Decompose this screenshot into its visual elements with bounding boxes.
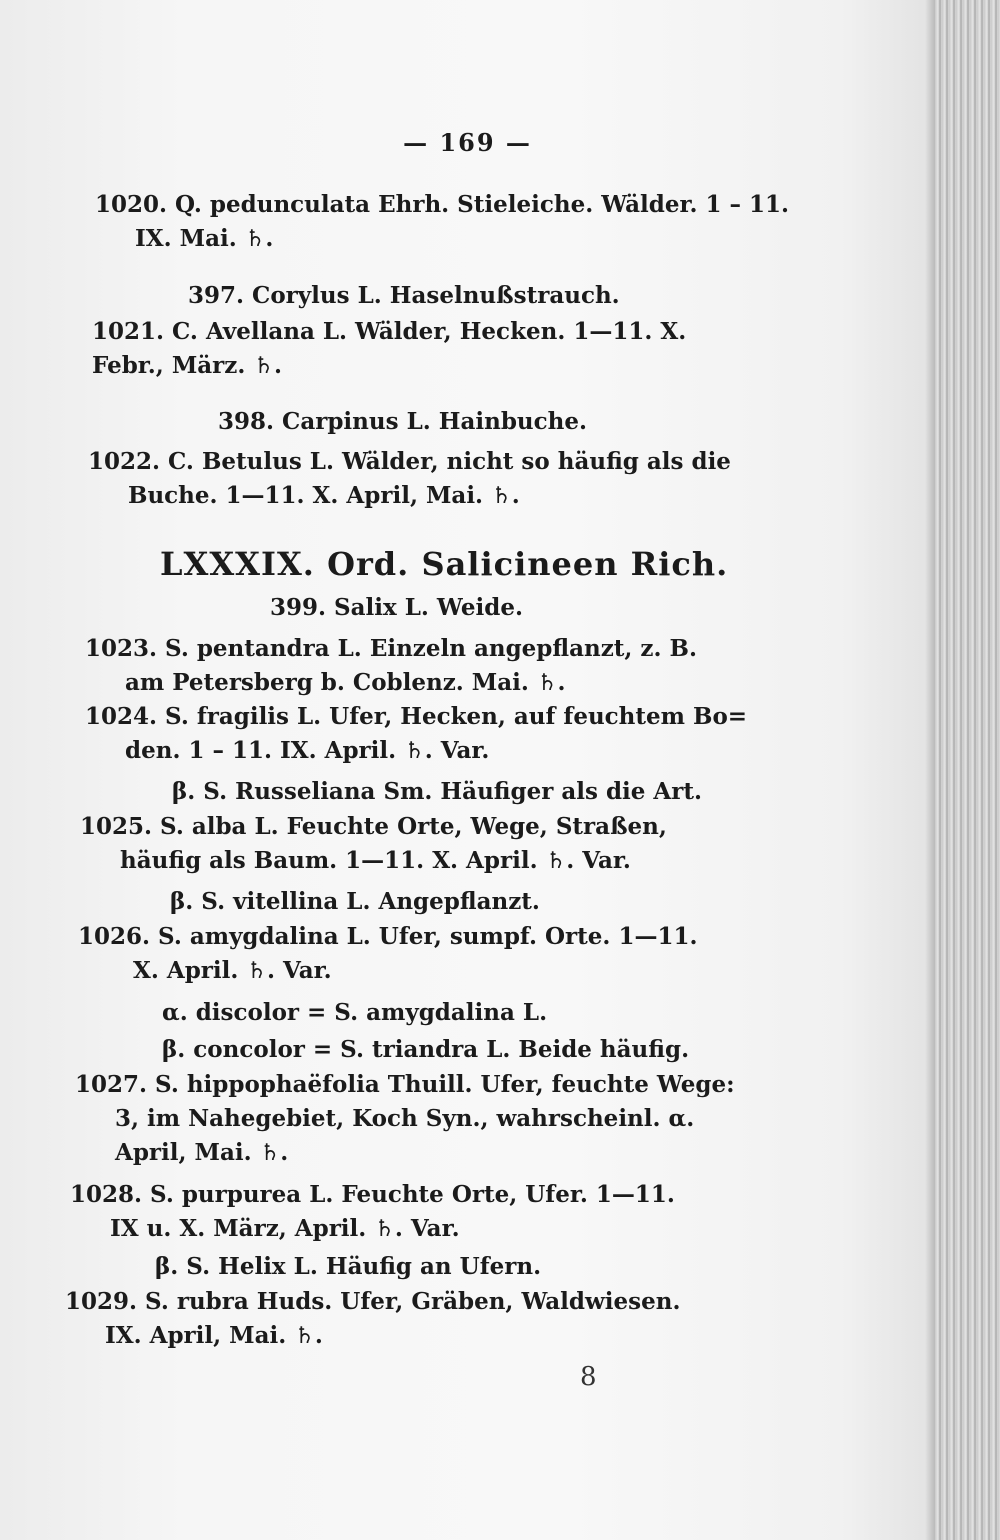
entry-line: 1024. S. fragilis L. Ufer, Hecken, auf feuchtem Bo= [85,703,748,730]
entry-line: April, Mai. ♄. [115,1139,289,1166]
entry-line: den. 1 – 11. IX. April. ♄. Var. [125,737,490,764]
entry-1029 [65,1285,765,1353]
entry-line: 1023. S. pentandra L. Einzeln angepflanzt, z. B. [85,635,697,662]
page-stack-edge [935,0,1000,1540]
variety-concolor [82,1033,782,1067]
entry-1023 [85,632,785,700]
variety-helix [75,1250,775,1284]
entry-line: Febr., März. ♄. [92,352,282,379]
entry-line: 3, im Nahegebiet, Koch Syn., wahrscheinl. α. [115,1105,695,1132]
entry-1025 [80,810,780,878]
entry-line: IX u. X. März, April. ♄. Var. [110,1215,460,1242]
variety-russeliana [92,775,792,809]
variety-line: β. S. Russeliana Sm. Häufiger als die Art. [172,778,702,805]
entry-1027 [75,1068,775,1170]
entry-line: Buche. 1—11. X. April, Mai. ♄. [128,482,520,509]
variety-line: β. S. vitellina L. Angepflanzt. [170,888,540,915]
variety-line: α. discolor = S. amygdalina L. [162,999,548,1026]
entry-line: 1022. C. Betulus L. Wälder, nicht so häufig als die [88,448,731,475]
entry-1021 [92,315,792,383]
entry-line: 1020. Q. pedunculata Ehrh. Stieleiche. Wälder. 1 – 11. [95,191,790,218]
variety-vitellina [90,885,790,919]
page-number: — 169 — [403,128,532,157]
entry-line: 1021. C. Avellana L. Wälder, Hecken. 1—11. X. [92,318,687,345]
entry-line: 1026. S. amygdalina L. Ufer, sumpf. Orte. 1—11. [78,923,698,950]
entry-1020 [95,188,795,256]
entry-1026 [78,920,778,988]
signature-mark: 8 [580,1362,597,1392]
entry-line: häufig als Baum. 1—11. X. April. ♄. Var. [120,847,631,874]
variety-line: β. concolor = S. triandra L. Beide häufig. [162,1036,690,1063]
variety-line: β. S. Helix L. Häufig an Ufern. [155,1253,542,1280]
entry-line: 1028. S. purpurea L. Feuchte Orte, Ufer. 1—11. [70,1181,675,1208]
variety-discolor [82,996,782,1030]
entry-1028 [70,1178,770,1246]
entry-line: X. April. ♄. Var. [133,957,332,984]
entry-line: IX. April, Mai. ♄. [105,1322,323,1349]
entry-1022 [88,445,788,513]
genus-heading-carpinus: 398. Carpinus L. Hainbuche. [218,408,588,435]
entry-line: 1025. S. alba L. Feuchte Orte, Wege, Straßen, [80,813,667,840]
genus-heading-salix: 399. Salix L. Weide. [270,594,523,621]
entry-1024 [85,700,785,768]
entry-line: am Petersberg b. Coblenz. Mai. ♄. [125,669,566,696]
order-heading: LXXXIX. Ord. Salicineen Rich. [160,545,729,583]
entry-line: 1029. S. rubra Huds. Ufer, Gräben, Waldwiesen. [65,1288,681,1315]
entry-line: IX. Mai. ♄. [135,225,274,252]
genus-heading-corylus: 397. Corylus L. Haselnußstrauch. [188,282,620,309]
entry-line: 1027. S. hippophaëfolia Thuill. Ufer, feuchte Wege: [75,1071,735,1098]
